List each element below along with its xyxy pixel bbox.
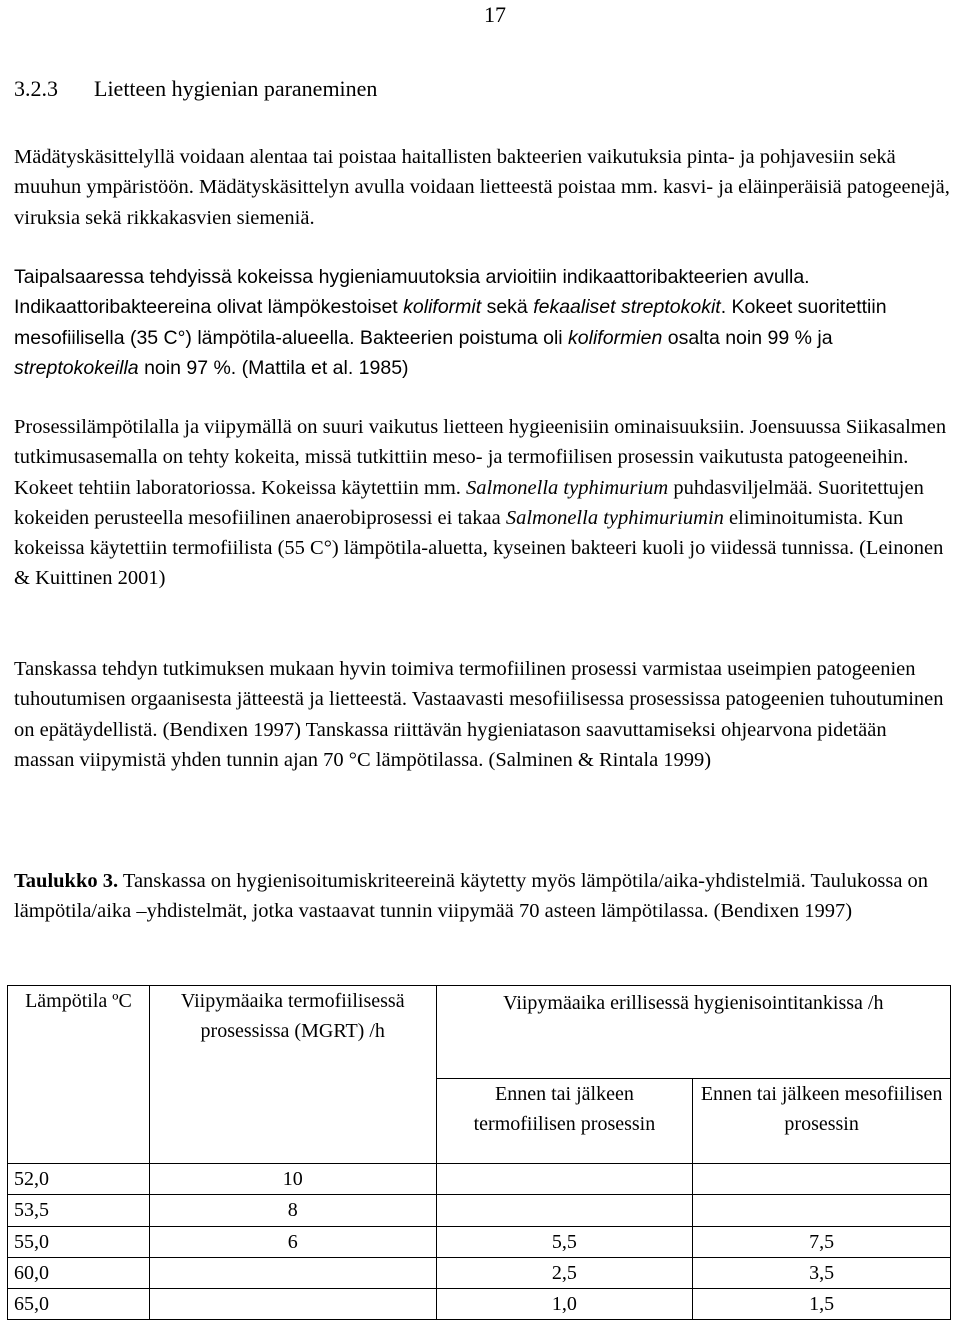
cell-before-meso [693,1195,951,1226]
cell-before-thermo: 5,5 [436,1226,693,1257]
data-table [7,985,951,1320]
table-caption-text: Tanskassa on hygienisoitumiskriteereinä käytetty myös lämpötila/aika-yhdistelmiä. Taulukossa on lämpötila/aika –yhdistelmät, jotka vastaavat tunnin viipymää 70 asteen lämpötilassa. (Bendixen 1997) [14,870,929,923]
cell-before-thermo [436,1195,693,1226]
p2-text: noin 97 %. (Mattila et al. 1985) [138,356,409,379]
header-temperature: Lämpötila ºC [8,986,150,1164]
page-number: 17 [484,2,506,27]
p3-text: Prosessilämpötilalla ja viipymällä on suuri vaikutus lietteen hygieenisiin ominaisuuksiin. Joensuussa Siikasalmen tutkimusasemalla on tehty kokeita, missä tutkittiin meso- ja termofiilisen prosessin vaikutusta patogeeneihin. Kokeet tehtiin laboratoriossa. Kokeissa käytettiin mm. [14,416,947,499]
cell-temp: 65,0 [8,1289,150,1320]
cell-before-meso: 7,5 [693,1226,951,1257]
cell-thermo [149,1257,436,1288]
p2-term: koliformien [568,326,663,349]
p3-term: Salmonella typhimuriumin [505,506,724,529]
table-caption-label: Taulukko 3. [14,870,119,892]
subheader-before-meso: Ennen tai jälkeen mesofiilisen prosessin [693,1079,951,1164]
paragraph-3 [14,412,952,594]
cell-temp: 55,0 [8,1226,150,1257]
p2-text: Taipalsaaressa tehdyissä kokeissa hygieniamuutoksia arvioitiin indikaattoribakteerien avulla. Indikaattoribakteereina olivat lämpökestoiset [14,266,810,319]
section-title: Lietteen hygienian paraneminen [94,76,378,101]
table-row [8,1257,951,1288]
cell-before-thermo [436,1164,693,1195]
table-row [8,1226,951,1257]
paragraph-1: Mädätyskäsittelyllä voidaan alentaa tai poistaa haitallisten bakteerien vaikutuksia pinta- ja pohjavesiin sekä muuhun ympäristöön. Mädätyskäsittelyn avulla voidaan lietteestä poistaa mm. kasvi- ja eläinperäisiä patogeenejä, viruksia sekä rikkakasvien siemeniä. [14,146,950,229]
header-hygienisation-tank: Viipymäaika erillisessä hygienisointitankissa /h [436,986,950,1079]
p2-term: koliformit [403,296,482,319]
p3-term: Salmonella typhimurium [466,476,669,499]
cell-temp: 53,5 [8,1195,150,1226]
p2-text: osalta noin 99 % ja [662,326,833,349]
header-thermo-retention: Viipymäaika termofiilisessä prosessissa (MGRT) /h [149,986,436,1164]
p2-term: streptokokeilla [14,356,139,379]
section-heading [14,76,377,102]
cell-before-thermo: 1,0 [436,1289,693,1320]
cell-before-meso: 3,5 [693,1257,951,1288]
p2-text: . Kokeet suoritettiin mesofiilisella (35 C°) lämpötila-alueella. Bakteerien poistuma oli [14,296,887,349]
cell-temp: 60,0 [8,1257,150,1288]
cell-before-thermo: 2,5 [436,1257,693,1288]
p2-term: fekaaliset streptokokit [533,296,721,319]
table-row [8,1289,951,1320]
paragraph-2 [14,262,952,383]
table-row [8,1164,951,1195]
cell-thermo [149,1289,436,1320]
cell-before-meso: 1,5 [693,1289,951,1320]
p3-text: eliminoitumista. Kun kokeissa käytettiin termofiilista (55 C°) lämpötila-aluetta, kyseinen bakteeri kuoli jo viidessä tunnissa. (Leinonen & Kuittinen 2001) [14,506,944,590]
cell-thermo: 10 [149,1164,436,1195]
subheader-before-thermo: Ennen tai jälkeen termofiilisen prosessin [436,1079,693,1164]
p2-text: sekä [481,296,534,319]
section-number: 3.2.3 [14,76,58,101]
cell-before-meso [693,1164,951,1195]
paragraph-4: Tanskassa tehdyn tutkimuksen mukaan hyvin toimiva termofiilinen prosessi varmistaa useimpien patogeenien tuhoutumisen orgaanisesta jätteestä ja lietteestä. Vastaavasti mesofiilisessa prosessissa patogeenien tuhoutuminen on epätäydellistä. (Bendixen 1997) Tanskassa riittävän hygieniatason saavuttamiseksi ohjearvona pidetään massan viipymistä yhden tunnin ajan 70 °C lämpötilassa. (Salminen & Rintala 1999) [14,658,944,771]
cell-thermo: 8 [149,1195,436,1226]
table-caption [14,866,952,927]
table-header-row [8,986,951,1079]
table-row [8,1195,951,1226]
cell-thermo: 6 [149,1226,436,1257]
cell-temp: 52,0 [8,1164,150,1195]
p3-text: puhdasviljelmää. Suoritettujen kokeiden perusteella mesofiilinen anaerobiprosessi ei takaa [14,476,924,529]
